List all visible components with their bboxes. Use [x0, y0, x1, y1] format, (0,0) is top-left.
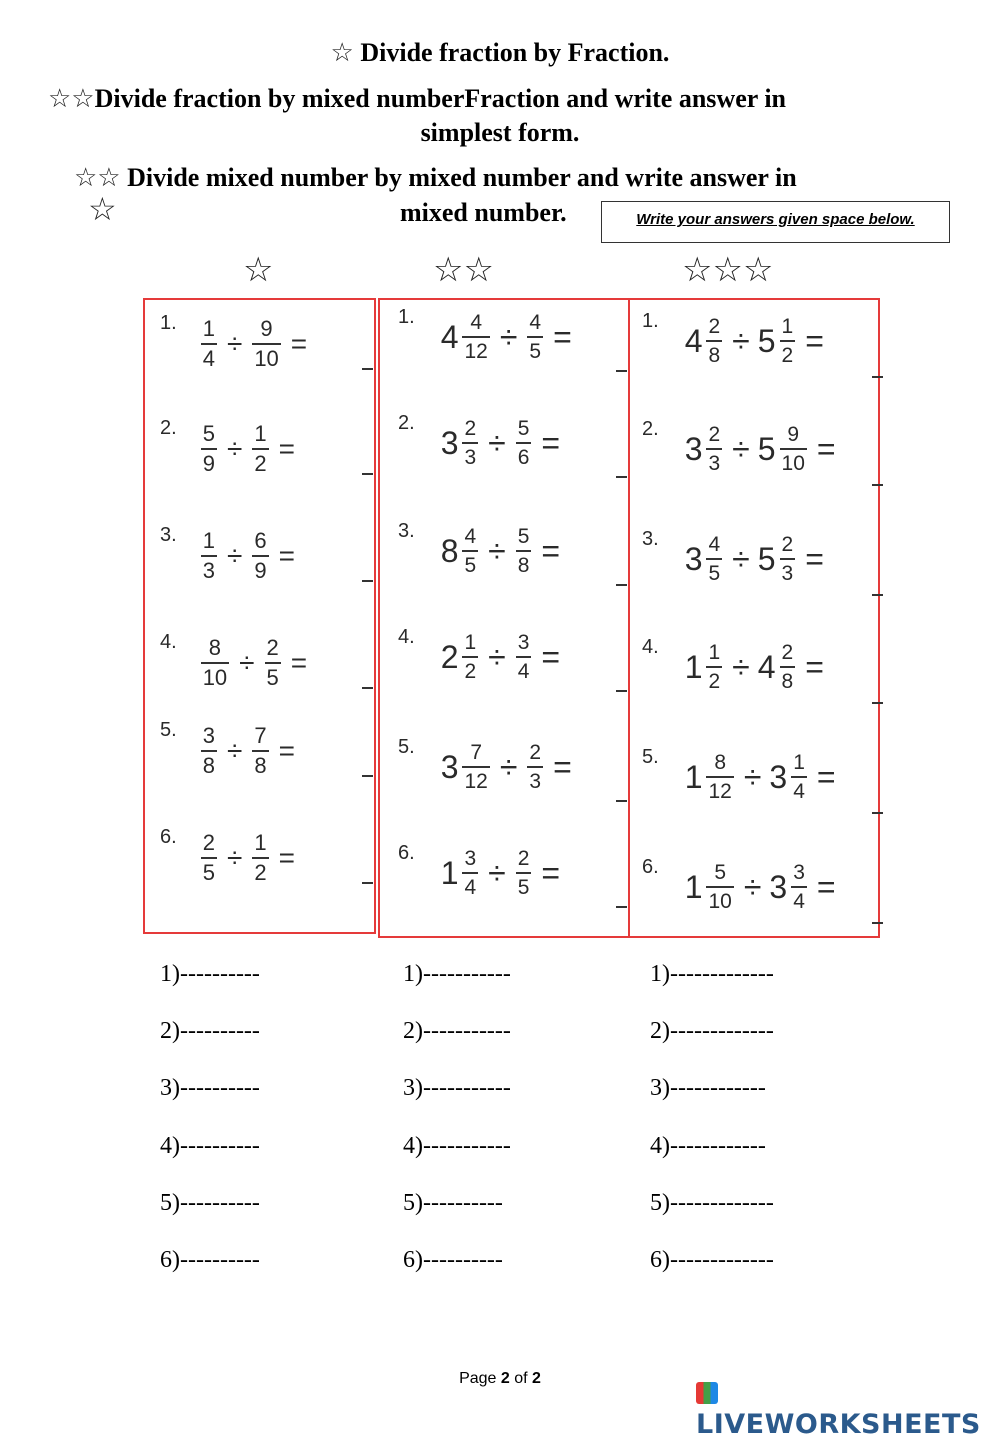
divide-sign: ÷: [499, 748, 518, 785]
denominator: 5: [201, 857, 217, 884]
footer-of-label: of: [509, 1370, 533, 1387]
denominator: 2: [706, 666, 722, 692]
equals-sign: =: [278, 433, 295, 464]
equals-sign: =: [553, 748, 572, 785]
instruction-3-continuation: mixed number.: [400, 198, 567, 227]
answer-tick-mark: [616, 690, 627, 692]
denominator: 12: [706, 776, 733, 802]
numerator: 5: [714, 861, 726, 884]
equals-sign: =: [290, 328, 308, 359]
answer-note-box: [601, 201, 950, 243]
divisor-fraction: [780, 316, 796, 366]
numerator: 1: [793, 751, 805, 774]
denominator: 2: [780, 340, 796, 366]
numerator: 2: [529, 741, 542, 764]
problem: [398, 626, 561, 683]
numerator: 1: [254, 830, 267, 855]
answer-line[interactable]: 1)----------: [160, 961, 260, 987]
answer-tick-mark: [362, 580, 373, 582]
numerator: 2: [781, 533, 794, 556]
denominator: 10: [706, 886, 733, 912]
problem-number: 5.: [642, 746, 659, 768]
numerator: 1: [781, 315, 794, 338]
numerator: 4: [529, 311, 542, 334]
numerator: 2: [517, 847, 530, 870]
divisor-fraction: [780, 534, 796, 584]
answer-line[interactable]: 3)-----------: [403, 1075, 511, 1101]
answer-line[interactable]: 3)------------: [650, 1075, 766, 1101]
whole-number: 3: [440, 748, 459, 785]
whole-number: 3: [440, 424, 459, 461]
divisor-fraction: [516, 526, 532, 576]
numerator: 1: [464, 631, 477, 654]
dividend-fraction: [201, 318, 217, 370]
dividend-fraction: [462, 312, 489, 362]
denominator: 12: [462, 336, 489, 362]
problem-number: 3.: [160, 524, 177, 546]
divide-sign: ÷: [743, 758, 762, 795]
answer-line[interactable]: 3)----------: [160, 1075, 260, 1101]
divide-sign: ÷: [488, 532, 506, 569]
divisor-fraction: [780, 642, 796, 692]
answer-tick-mark: [616, 370, 627, 372]
dividend-fraction: [706, 316, 722, 366]
whole-number: 8: [440, 532, 459, 569]
divisor-fraction: [516, 848, 532, 898]
denominator: 4: [516, 656, 532, 682]
equals-sign: =: [553, 318, 572, 355]
answer-tick-mark: [362, 775, 373, 777]
problem-number: 4.: [398, 626, 415, 648]
denominator: 2: [252, 448, 268, 475]
divide-sign: ÷: [226, 433, 243, 464]
denominator: 4: [791, 776, 807, 802]
whole-number: 4: [440, 318, 459, 355]
numerator: 4: [470, 311, 482, 334]
answer-line[interactable]: 5)-------------: [650, 1190, 774, 1216]
numerator: 8: [208, 635, 222, 660]
numerator: 2: [781, 641, 794, 664]
denominator: 8: [252, 750, 268, 777]
numerator: 2: [202, 830, 215, 855]
whole-number: 4: [757, 648, 776, 685]
whole-number: 3: [769, 758, 788, 795]
instruction-2-continuation: simplest form.: [420, 118, 580, 147]
instruction-1-text: Divide fraction by Fraction.: [360, 38, 670, 67]
denominator: 4: [791, 886, 807, 912]
equals-sign: =: [541, 854, 561, 891]
numerator: 2: [708, 315, 721, 338]
answer-tick-mark: [872, 922, 883, 924]
answer-line[interactable]: 6)-------------: [650, 1247, 774, 1273]
equals-sign: =: [816, 430, 836, 467]
whole-number: 5: [757, 322, 776, 359]
denominator: 8: [201, 750, 217, 777]
answer-tick-mark: [872, 702, 883, 704]
problem: [642, 746, 836, 803]
divisor-fraction: [265, 637, 281, 689]
denominator: 3: [780, 558, 796, 584]
numerator: 1: [202, 528, 215, 553]
problem-number: 6.: [160, 826, 177, 848]
divide-sign: ÷: [226, 842, 243, 873]
dividend-fraction: [201, 725, 217, 777]
equals-sign: =: [816, 758, 836, 795]
divisor-fraction: [791, 752, 807, 802]
numerator: 5: [202, 421, 215, 446]
column-2-stars: ☆☆: [433, 250, 494, 290]
divide-sign: ÷: [488, 638, 506, 675]
divisor-fraction: [252, 318, 280, 370]
divisor-fraction: [252, 530, 268, 582]
equals-sign: =: [278, 540, 295, 571]
star-icon: ☆☆: [48, 84, 95, 114]
answer-tick-mark: [616, 906, 627, 908]
dividend-fraction: [201, 530, 217, 582]
denominator: 2: [462, 656, 478, 682]
denominator: 5: [265, 662, 281, 689]
problem-number: 3.: [398, 520, 415, 542]
problem-number: 2.: [398, 412, 415, 434]
whole-number: 4: [684, 322, 703, 359]
denominator: 6: [516, 442, 532, 468]
numerator: 2: [708, 423, 721, 446]
problem: [160, 631, 308, 690]
divide-sign: ÷: [488, 424, 506, 461]
problem-number: 6.: [642, 856, 659, 878]
denominator: 12: [462, 766, 489, 792]
denominator: 9: [201, 448, 217, 475]
answer-note: Write your answers given space below.: [636, 211, 915, 228]
denominator: 8: [780, 666, 796, 692]
answer-line[interactable]: 6)----------: [403, 1247, 503, 1273]
equals-sign: =: [278, 842, 295, 873]
whole-number: 5: [757, 430, 776, 467]
divide-sign: ÷: [732, 322, 750, 359]
numerator: 3: [517, 631, 530, 654]
equals-sign: =: [541, 424, 561, 461]
problem: [160, 417, 295, 476]
equals-sign: =: [805, 648, 824, 685]
numerator: 7: [254, 723, 267, 748]
problem: [160, 719, 295, 778]
dividend-fraction: [201, 423, 217, 475]
problem-number: 4.: [160, 631, 177, 653]
equals-sign: =: [290, 647, 308, 678]
problem-number: 5.: [398, 736, 415, 758]
column-3-stars: ☆☆☆: [682, 250, 774, 290]
whole-number: 3: [769, 868, 788, 905]
divide-sign: ÷: [226, 735, 243, 766]
problem: [398, 736, 572, 793]
divide-sign: ÷: [732, 648, 750, 685]
whole-number: 2: [440, 638, 459, 675]
divisor-fraction: [252, 832, 268, 884]
problem-number: 1.: [642, 310, 659, 332]
brand-text: LIVEWORKSHEETS: [696, 1409, 981, 1440]
numerator: 5: [517, 417, 530, 440]
answer-line[interactable]: 4)-----------: [403, 1133, 511, 1159]
dividend-fraction: [462, 848, 478, 898]
footer-page-number: 2: [500, 1370, 510, 1387]
numerator: 2: [464, 417, 477, 440]
problem: [642, 856, 836, 913]
problem: [398, 520, 561, 577]
column-2-box: [378, 298, 630, 938]
problem: [160, 826, 295, 885]
divisor-fraction: [527, 312, 543, 362]
problem: [642, 528, 824, 585]
divisor-fraction: [252, 725, 268, 777]
divide-sign: ÷: [239, 647, 255, 678]
star-icon: ☆: [88, 190, 117, 228]
dividend-fraction: [201, 832, 217, 884]
equals-sign: =: [805, 540, 824, 577]
dividend-fraction: [706, 642, 722, 692]
numerator: 3: [202, 723, 215, 748]
numerator: 8: [714, 751, 726, 774]
answer-line[interactable]: 4)------------: [650, 1133, 766, 1159]
numerator: 1: [202, 316, 215, 341]
problem-number: 2.: [642, 418, 659, 440]
numerator: 2: [266, 635, 279, 660]
denominator: 10: [252, 343, 280, 370]
answer-tick-mark: [362, 687, 373, 689]
denominator: 10: [201, 662, 229, 689]
problem: [642, 636, 824, 693]
denominator: 8: [516, 550, 532, 576]
divisor-fraction: [780, 424, 807, 474]
denominator: 10: [780, 448, 807, 474]
numerator: 1: [254, 421, 267, 446]
problem: [398, 306, 572, 363]
divide-sign: ÷: [743, 868, 762, 905]
column-1-stars: ☆: [243, 250, 274, 290]
numerator: 3: [464, 847, 477, 870]
dividend-fraction: [462, 418, 478, 468]
denominator: 8: [706, 340, 722, 366]
problem-number: 2.: [160, 417, 177, 439]
answer-tick-mark: [872, 594, 883, 596]
dividend-fraction: [706, 424, 722, 474]
divisor-fraction: [516, 418, 532, 468]
numerator: 9: [260, 316, 273, 341]
problem-number: 1.: [160, 312, 177, 334]
equals-sign: =: [805, 322, 824, 359]
denominator: 3: [462, 442, 478, 468]
denominator: 4: [201, 343, 217, 370]
footer-page-total: 2: [532, 1370, 541, 1387]
denominator: 5: [527, 336, 543, 362]
answer-line[interactable]: 5)----------: [160, 1190, 260, 1216]
divide-sign: ÷: [226, 540, 243, 571]
answer-tick-mark: [362, 882, 373, 884]
whole-number: 1: [684, 648, 703, 685]
numerator: 4: [708, 533, 721, 556]
denominator: 5: [706, 558, 722, 584]
answer-tick-mark: [362, 368, 373, 370]
numerator: 5: [517, 525, 530, 548]
numerator: 7: [470, 741, 482, 764]
equals-sign: =: [541, 638, 561, 675]
problem: [642, 418, 836, 475]
problem: [160, 312, 308, 371]
problem-number: 6.: [398, 842, 415, 864]
divide-sign: ÷: [732, 430, 750, 467]
denominator: 2: [252, 857, 268, 884]
dividend-fraction: [706, 752, 733, 802]
denominator: 9: [252, 555, 268, 582]
problem: [160, 524, 295, 583]
star-icon: ☆☆: [74, 163, 121, 193]
dividend-fraction: [462, 742, 489, 792]
answer-tick-mark: [616, 800, 627, 802]
answer-line[interactable]: 1)-----------: [403, 961, 511, 987]
denominator: 5: [516, 872, 532, 898]
numerator: 4: [464, 525, 477, 548]
denominator: 3: [527, 766, 543, 792]
problem-number: 5.: [160, 719, 177, 741]
instruction-2-text: Divide fraction by mixed numberFraction and write answer in: [94, 84, 786, 113]
answer-tick-mark: [616, 476, 627, 478]
dividend-fraction: [462, 632, 478, 682]
divisor-fraction: [791, 862, 807, 912]
whole-number: 3: [684, 540, 703, 577]
answer-line[interactable]: 4)----------: [160, 1133, 260, 1159]
problem-number: 3.: [642, 528, 659, 550]
divide-sign: ÷: [488, 854, 506, 891]
equals-sign: =: [541, 532, 561, 569]
divide-sign: ÷: [499, 318, 518, 355]
denominator: 3: [201, 555, 217, 582]
answer-line[interactable]: 2)----------: [160, 1018, 260, 1044]
problem-number: 4.: [642, 636, 659, 658]
problem: [398, 842, 561, 899]
whole-number: 3: [684, 430, 703, 467]
equals-sign: =: [816, 868, 836, 905]
answer-tick-mark: [362, 473, 373, 475]
dividend-fraction: [706, 534, 722, 584]
dividend-fraction: [462, 526, 478, 576]
divisor-fraction: [252, 423, 268, 475]
liveworksheets-logo[interactable]: [696, 1378, 1000, 1440]
numerator: 9: [787, 423, 800, 446]
column-3-box: [628, 298, 880, 938]
divide-sign: ÷: [732, 540, 750, 577]
problem: [398, 412, 561, 469]
numerator: 3: [793, 861, 805, 884]
whole-number: 1: [440, 854, 459, 891]
whole-number: 1: [684, 758, 703, 795]
denominator: 4: [462, 872, 478, 898]
answer-line[interactable]: 2)-------------: [650, 1018, 774, 1044]
problem: [642, 310, 824, 367]
logo-mark-icon: [696, 1382, 718, 1404]
dividend-fraction: [201, 637, 229, 689]
divisor-fraction: [527, 742, 543, 792]
answer-tick-mark: [872, 376, 883, 378]
divide-sign: ÷: [226, 328, 243, 359]
answer-line[interactable]: 2)-----------: [403, 1018, 511, 1044]
numerator: 1: [708, 641, 721, 664]
instruction-line-2: [48, 84, 786, 114]
star-icon: ☆: [330, 38, 354, 68]
instruction-3-text: Divide mixed number by mixed number and write answer in: [127, 163, 797, 192]
answer-line[interactable]: 6)----------: [160, 1247, 260, 1273]
answer-tick-mark: [872, 812, 883, 814]
answer-line[interactable]: 5)----------: [403, 1190, 503, 1216]
instruction-line-1: [0, 38, 1000, 68]
problem-number: 1.: [398, 306, 415, 328]
whole-number: 5: [757, 540, 776, 577]
dividend-fraction: [706, 862, 733, 912]
instruction-line-3: [74, 163, 797, 193]
answer-tick-mark: [616, 584, 627, 586]
denominator: 3: [706, 448, 722, 474]
divisor-fraction: [516, 632, 532, 682]
answer-line[interactable]: 1)-------------: [650, 961, 774, 987]
answer-tick-mark: [872, 484, 883, 486]
numerator: 6: [254, 528, 267, 553]
footer-page-label: Page: [459, 1370, 501, 1387]
denominator: 5: [462, 550, 478, 576]
whole-number: 1: [684, 868, 703, 905]
equals-sign: =: [278, 735, 295, 766]
